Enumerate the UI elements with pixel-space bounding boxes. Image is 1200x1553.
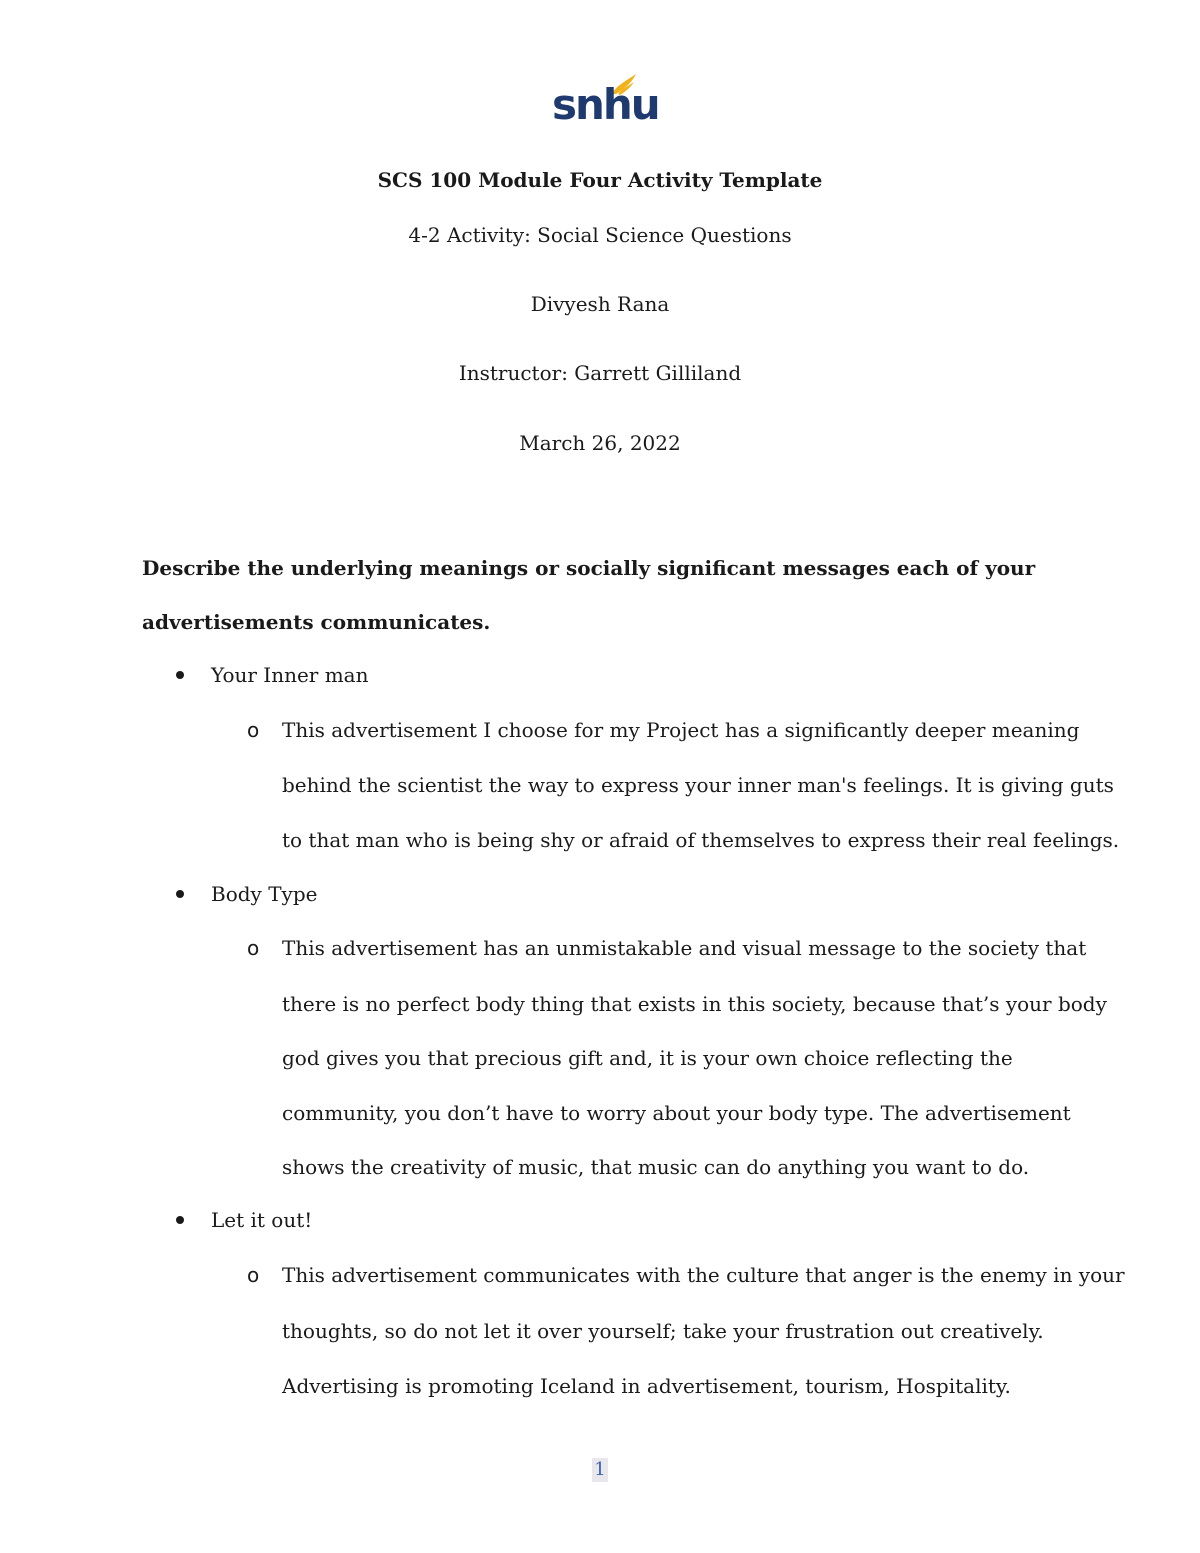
bullet-icon <box>176 671 184 679</box>
list-item-label: Body Type <box>211 882 318 906</box>
sub-bullet-marker: o <box>247 936 260 960</box>
list-item-text-line: god gives you that precious gift and, it is your own choice reflecting the <box>282 1046 1013 1070</box>
list-item-text-line: community, you don’t have to worry about your body type. The advertisement <box>282 1101 1071 1125</box>
question-line-2: advertisements communicates. <box>142 610 491 634</box>
author-name: Divyesh Rana <box>530 292 670 316</box>
list-item-text-line: behind the scientist the way to express your inner man's feelings. It is giving guts <box>282 773 1114 797</box>
list-item-label: Your Inner man <box>211 663 369 687</box>
list-item-text-line: This advertisement communicates with the culture that anger is the enemy in your <box>282 1263 1125 1287</box>
document-title: SCS 100 Module Four Activity Template <box>377 168 823 192</box>
list-item-text-line: This advertisement has an unmistakable and visual message to the society that <box>282 936 1087 960</box>
logo-text: snhu <box>552 80 659 129</box>
list-item-text-line: shows the creativity of music, that music can do anything you want to do. <box>282 1155 1030 1179</box>
question-line-1: Describe the underlying meanings or socially significant messages each of your <box>142 556 1036 580</box>
document-subtitle: 4-2 Activity: Social Science Questions <box>408 223 792 247</box>
bullet-icon <box>176 1216 184 1224</box>
sub-bullet-marker: o <box>247 1263 260 1287</box>
page-number: 1 <box>592 1458 608 1482</box>
list-item-text-line: thoughts, so do not let it over yourself; take your frustration out creatively. <box>282 1319 1044 1343</box>
list-item-text-line: This advertisement I choose for my Project has a significantly deeper meaning <box>282 718 1080 742</box>
bullet-icon <box>176 890 184 898</box>
list-item-text-line: there is no perfect body thing that exists in this society, because that’s your body <box>282 992 1107 1016</box>
list-item-label: Let it out! <box>211 1208 313 1232</box>
list-item-text-line: Advertising is promoting Iceland in advertisement, tourism, Hospitality. <box>282 1374 1011 1398</box>
list-item-text-line: to that man who is being shy or afraid of themselves to express their real feelings. <box>282 828 1120 852</box>
document-date: March 26, 2022 <box>519 431 681 455</box>
snhu-logo <box>552 72 659 134</box>
sub-bullet-marker: o <box>247 718 260 742</box>
instructor-name: Instructor: Garrett Gilliland <box>458 361 742 385</box>
